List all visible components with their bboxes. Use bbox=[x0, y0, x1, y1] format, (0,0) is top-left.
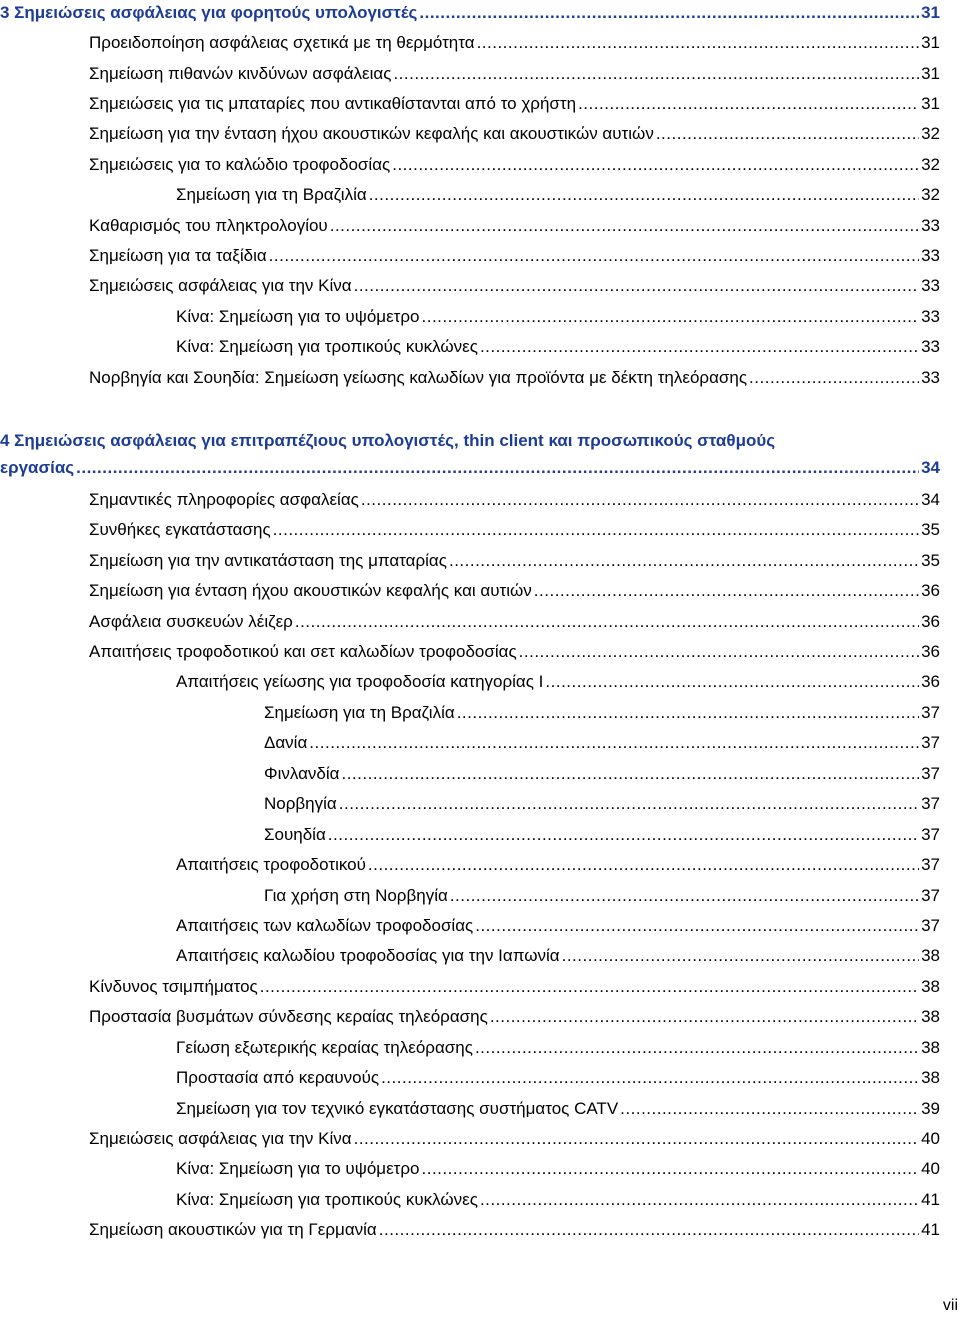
toc-entry-title: Νορβηγία bbox=[264, 794, 337, 813]
toc-page-number: 32 bbox=[921, 124, 940, 143]
toc-entry[interactable] bbox=[0, 761, 960, 787]
leader-dots bbox=[480, 1187, 919, 1213]
toc-chapter-title: εργασίας bbox=[0, 458, 75, 477]
leader-dots bbox=[475, 1035, 919, 1061]
leader-dots bbox=[295, 609, 919, 635]
toc-entry[interactable] bbox=[0, 365, 960, 391]
toc-entry-title: Καθαρισμός του πληκτρολογίου bbox=[89, 216, 328, 235]
leader-dots bbox=[457, 700, 919, 726]
leader-dots bbox=[379, 1217, 919, 1243]
leader-dots bbox=[450, 883, 919, 909]
toc-entry[interactable] bbox=[0, 487, 960, 513]
leader-dots bbox=[309, 730, 919, 756]
toc-entry[interactable] bbox=[0, 822, 960, 848]
leader-dots bbox=[260, 974, 919, 1000]
toc-entry[interactable] bbox=[0, 578, 960, 604]
toc-entry[interactable] bbox=[0, 182, 960, 208]
toc-entry[interactable] bbox=[0, 243, 960, 269]
toc-page-number: 38 bbox=[921, 977, 940, 996]
toc-entry-title: Συνθήκες εγκατάστασης bbox=[89, 520, 271, 539]
toc-entry-title: Σημείωση για τον τεχνικό εγκατάστασης συστήματος CATV bbox=[176, 1099, 619, 1118]
toc-entry-title: Απαιτήσεις καλωδίου τροφοδοσίας για την Ιαπωνία bbox=[176, 946, 560, 965]
toc-page-number: 37 bbox=[921, 855, 940, 874]
toc-page-number: 37 bbox=[921, 794, 940, 813]
toc-page-number: 33 bbox=[921, 276, 940, 295]
toc-entry-title: Κίνα: Σημείωση για το υψόμετρο bbox=[176, 307, 420, 326]
toc-chapter-title: 3 Σημειώσεις ασφάλειας για φορητούς υπολογιστές bbox=[0, 3, 418, 22]
toc-entry[interactable] bbox=[0, 152, 960, 178]
toc-entry[interactable] bbox=[0, 669, 960, 695]
leader-dots bbox=[392, 152, 919, 178]
toc-chapter-4-title-line1[interactable]: 4 Σημειώσεις ασφάλειας για επιτραπέζιους υπολογιστές, thin client και προσωπικούς σταθμούς bbox=[0, 431, 776, 450]
toc-entry-title: Νορβηγία και Σουηδία: Σημείωση γείωσης καλωδίων για προϊόντα με δέκτη τηλεόρασης bbox=[89, 368, 748, 387]
toc-entry[interactable] bbox=[0, 700, 960, 726]
leader-dots bbox=[578, 91, 919, 117]
toc-page-number: 33 bbox=[921, 368, 940, 387]
leader-dots bbox=[519, 639, 919, 665]
toc-entry-title: Προστασία από κεραυνούς bbox=[176, 1068, 380, 1087]
toc-entry-title: Απαιτήσεις τροφοδοτικού bbox=[176, 855, 366, 874]
toc-page-number: 35 bbox=[921, 551, 940, 570]
leader-dots bbox=[341, 761, 919, 787]
toc-page-number: 41 bbox=[921, 1220, 940, 1239]
toc-entry-title: Σημείωση για τη Βραζιλία bbox=[176, 185, 367, 204]
toc-page-number: 36 bbox=[921, 581, 940, 600]
toc-entry[interactable] bbox=[0, 61, 960, 87]
toc-entry[interactable] bbox=[0, 548, 960, 574]
toc-entry-title: Απαιτήσεις τροφοδοτικού και σετ καλωδίων τροφοδοσίας bbox=[89, 642, 517, 661]
toc-entry[interactable] bbox=[0, 730, 960, 756]
leader-dots bbox=[620, 1096, 919, 1122]
leader-dots bbox=[545, 669, 919, 695]
leader-dots bbox=[480, 334, 919, 360]
toc-entry[interactable] bbox=[0, 1065, 960, 1091]
toc-page-number: 37 bbox=[921, 886, 940, 905]
toc-page-number: 40 bbox=[921, 1129, 940, 1148]
leader-dots bbox=[656, 121, 919, 147]
toc-entry[interactable] bbox=[0, 1187, 960, 1213]
toc-entry-title: Γείωση εξωτερικής κεραίας τηλεόρασης bbox=[176, 1038, 473, 1057]
toc-entry-title: Φινλανδία bbox=[264, 764, 340, 783]
toc-entry-title: Σημαντικές πληροφορίες ασφαλείας bbox=[89, 490, 359, 509]
toc-page-number: 37 bbox=[921, 733, 940, 752]
toc-entry[interactable] bbox=[0, 974, 960, 1000]
toc-entry-title: Για χρήση στη Νορβηγία bbox=[264, 886, 448, 905]
toc-page-number: 38 bbox=[921, 1068, 940, 1087]
toc-page-number: 36 bbox=[921, 642, 940, 661]
toc-page-number: 31 bbox=[921, 3, 940, 22]
toc-entry-title: Δανία bbox=[264, 733, 308, 752]
toc-page-number: 35 bbox=[921, 520, 940, 539]
leader-dots bbox=[475, 913, 919, 939]
page-number: vii bbox=[942, 1297, 958, 1314]
toc-page-number: 31 bbox=[921, 94, 940, 113]
toc-entry[interactable] bbox=[0, 1035, 960, 1061]
leader-dots bbox=[354, 1126, 919, 1152]
toc-entry-title: Σουηδία bbox=[264, 825, 326, 844]
toc-page-number: 32 bbox=[921, 155, 940, 174]
toc-entry-title: Κίνα: Σημείωση για τροπικούς κυκλώνες bbox=[176, 1190, 478, 1209]
toc-page-number: 31 bbox=[921, 33, 940, 52]
leader-dots bbox=[419, 0, 919, 26]
toc-entry-title: Κίνα: Σημείωση για τροπικούς κυκλώνες bbox=[176, 337, 478, 356]
toc-entry[interactable] bbox=[0, 30, 960, 56]
toc-page-number: 33 bbox=[921, 216, 940, 235]
toc-entry-title: Σημείωση για τη Βραζιλία bbox=[264, 703, 455, 722]
toc-page-number: 34 bbox=[921, 490, 940, 509]
toc-page-number: 31 bbox=[921, 64, 940, 83]
toc-page-number: 37 bbox=[921, 764, 940, 783]
toc-entry[interactable] bbox=[0, 91, 960, 117]
toc-entry-title: Ασφάλεια συσκευών λέιζερ bbox=[89, 612, 293, 631]
toc-entry[interactable] bbox=[0, 273, 960, 299]
toc-page-number: 36 bbox=[921, 612, 940, 631]
toc-entry[interactable] bbox=[0, 1217, 960, 1243]
toc-entry-title: Σημειώσεις για το καλώδιο τροφοδοσίας bbox=[89, 155, 391, 174]
leader-dots bbox=[330, 213, 919, 239]
toc-page-number: 37 bbox=[921, 703, 940, 722]
toc-page-number: 38 bbox=[921, 1007, 940, 1026]
toc-entry-title: Προειδοποίηση ασφάλειας σχετικά με τη θερμότητα bbox=[89, 33, 475, 52]
toc-entry-title: Σημειώσεις για τις μπαταρίες που αντικαθίστανται από το χρήστη bbox=[89, 94, 577, 113]
leader-dots bbox=[562, 943, 919, 969]
toc-page-number: 34 bbox=[921, 458, 940, 477]
toc-entry-title: Σημείωση για την ένταση ήχου ακουστικών κεφαλής και ακουστικών αυτιών bbox=[89, 124, 654, 143]
leader-dots bbox=[422, 304, 920, 330]
toc-entry[interactable] bbox=[0, 517, 960, 543]
leader-dots bbox=[361, 487, 919, 513]
toc-entry-title: Απαιτήσεις γείωσης για τροφοδοσία κατηγορίας I bbox=[176, 672, 544, 691]
toc-page-number: 39 bbox=[921, 1099, 940, 1118]
toc-entry[interactable] bbox=[0, 1156, 960, 1182]
toc-entry[interactable] bbox=[0, 852, 960, 878]
toc-entry[interactable] bbox=[0, 883, 960, 909]
toc-entry[interactable] bbox=[0, 791, 960, 817]
toc-entry[interactable] bbox=[0, 213, 960, 239]
leader-dots bbox=[477, 30, 920, 56]
toc-entry-title: Προστασία βυσμάτων σύνδεσης κεραίας τηλεόρασης bbox=[89, 1007, 488, 1026]
toc-page-number: 41 bbox=[921, 1190, 940, 1209]
toc-entry-title: Σημείωση για την αντικατάσταση της μπαταρίας bbox=[89, 551, 447, 570]
toc-page-number: 33 bbox=[921, 337, 940, 356]
leader-dots bbox=[422, 1156, 920, 1182]
toc-entry[interactable] bbox=[0, 1004, 960, 1030]
leader-dots bbox=[76, 455, 919, 481]
toc-entry-title: Σημειώσεις ασφάλειας για την Κίνα bbox=[89, 1129, 352, 1148]
toc-page-number: 38 bbox=[921, 1038, 940, 1057]
leader-dots bbox=[368, 852, 919, 878]
toc-page-number: 36 bbox=[921, 672, 940, 691]
leader-dots bbox=[381, 1065, 919, 1091]
toc-entry-title: Κίνα: Σημείωση για το υψόμετρο bbox=[176, 1159, 420, 1178]
toc-page-number: 33 bbox=[921, 246, 940, 265]
toc-page-number: 32 bbox=[921, 185, 940, 204]
toc-entry-title: Σημειώσεις ασφάλειας για την Κίνα bbox=[89, 276, 352, 295]
leader-dots bbox=[369, 182, 919, 208]
leader-dots bbox=[490, 1004, 919, 1030]
toc-entry[interactable] bbox=[0, 304, 960, 330]
toc-page-number: 37 bbox=[921, 825, 940, 844]
leader-dots bbox=[354, 273, 919, 299]
toc-page-number: 37 bbox=[921, 916, 940, 935]
leader-dots bbox=[449, 548, 919, 574]
toc-entry-title: Κίνδυνος τσιμπήματος bbox=[89, 977, 258, 996]
toc-entry[interactable] bbox=[0, 609, 960, 635]
toc-entry-title: Σημείωση για τα ταξίδια bbox=[89, 246, 267, 265]
toc-entry[interactable] bbox=[0, 121, 960, 147]
toc-page-number: 40 bbox=[921, 1159, 940, 1178]
toc-entry[interactable] bbox=[0, 639, 960, 665]
toc-entry-title: Σημείωση για ένταση ήχου ακουστικών κεφαλής και αυτιών bbox=[89, 581, 532, 600]
toc-entry[interactable] bbox=[0, 1126, 960, 1152]
toc-page-number: 38 bbox=[921, 946, 940, 965]
leader-dots bbox=[393, 61, 919, 87]
toc-chapter-3[interactable] bbox=[0, 0, 960, 26]
toc-entry[interactable] bbox=[0, 334, 960, 360]
leader-dots bbox=[339, 791, 919, 817]
toc-entry[interactable] bbox=[0, 943, 960, 969]
toc-entry-title: Σημείωση ακουστικών για τη Γερμανία bbox=[89, 1220, 377, 1239]
toc-entry[interactable] bbox=[0, 1096, 960, 1122]
toc-entry[interactable] bbox=[0, 913, 960, 939]
leader-dots bbox=[534, 578, 919, 604]
toc-page-number: 33 bbox=[921, 307, 940, 326]
leader-dots bbox=[269, 243, 919, 269]
toc-entry-title: Απαιτήσεις των καλωδίων τροφοδοσίας bbox=[176, 916, 474, 935]
toc-chapter-4[interactable] bbox=[0, 455, 960, 481]
toc-entry-title: Σημείωση πιθανών κινδύνων ασφάλειας bbox=[89, 64, 392, 83]
leader-dots bbox=[273, 517, 919, 543]
leader-dots bbox=[749, 365, 919, 391]
leader-dots bbox=[328, 822, 919, 848]
